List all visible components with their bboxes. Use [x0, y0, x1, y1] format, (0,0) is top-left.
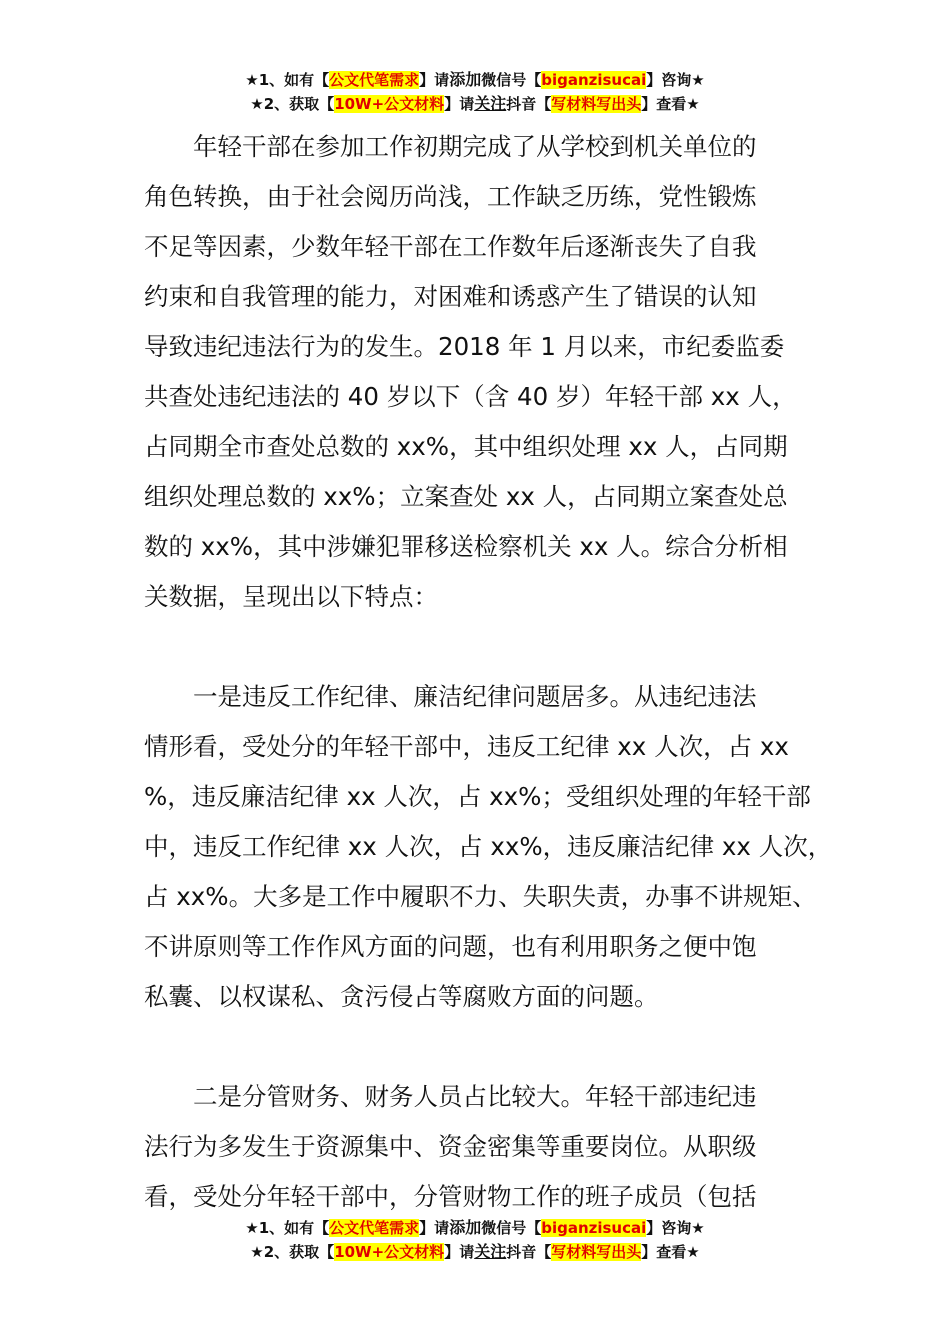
banner-text: 】请 [444, 1243, 475, 1261]
star-icon: ★ [245, 71, 259, 89]
text-line: 占同期全市查处总数的 xx%，其中组织处理 xx 人，占同期 [144, 432, 788, 461]
banner-text: 1、如有【 [258, 1219, 330, 1237]
text-line: 导致违纪违法行为的发生。2018 年 1 月以来，市纪委监委 [144, 332, 785, 361]
text-line: 关数据，呈现出以下特点： [144, 582, 438, 611]
paragraph-3 [144, 1072, 834, 1222]
banner-text: 抖音【 [506, 1243, 552, 1261]
paragraph-spacer [144, 1022, 834, 1072]
banner-text: 1、如有【 [258, 71, 330, 89]
text-line: 一是违反工作纪律、廉洁纪律问题居多。从违纪违法 [193, 682, 757, 711]
banner-text: 微信号【 [481, 71, 542, 89]
banner-text: 】请 [419, 1219, 450, 1237]
text-line: 角色转换，由于社会阅历尚浅，工作缺乏历练，党性锻炼 [144, 182, 757, 211]
paragraph-spacer [144, 622, 834, 672]
douyin-id-highlight: 写材料写出头 [551, 95, 642, 113]
banner-text: 添加 [449, 1218, 482, 1237]
banner-text: 关注 [474, 94, 507, 113]
text-line: 数的 xx%，其中涉嫌犯罪移送检察机关 xx 人。综合分析相 [144, 532, 788, 561]
banner-line-2 [0, 1240, 950, 1264]
star-icon: ★ [245, 1219, 259, 1237]
banner-text: 】查看★ [641, 95, 700, 113]
wechat-id-highlight: biganzisucai [541, 1219, 647, 1237]
paragraph-1 [144, 122, 834, 622]
banner-text: 2、获取【 [263, 95, 335, 113]
banner-text: 】查看★ [641, 1243, 700, 1261]
banner-text: 】请 [444, 95, 475, 113]
text-line: 情形看，受处分的年轻干部中，违反工纪律 xx 人次，占 xx [144, 732, 789, 761]
banner-line-1 [0, 68, 950, 92]
text-line: 占 xx%。大多是工作中履职不力、失职失责，办事不讲规矩、 [144, 882, 817, 911]
banner-line-2 [0, 92, 950, 116]
text-line: 年轻干部在参加工作初期完成了从学校到机关单位的 [193, 132, 757, 161]
star-icon: ★ [250, 95, 264, 113]
banner-text: 2、获取【 [263, 1243, 335, 1261]
text-line: 中，违反工作纪律 xx 人次，占 xx%，违反廉洁纪律 xx 人次， [144, 832, 833, 861]
header-banner [0, 68, 950, 116]
banner-text: 】咨询★ [646, 1219, 705, 1237]
banner-text: 抖音【 [506, 95, 552, 113]
banner-highlight: 公文代笔需求 [329, 1219, 420, 1237]
banner-text: 】请 [419, 71, 450, 89]
text-line: 约束和自我管理的能力，对困难和诱惑产生了错误的认知 [144, 282, 757, 311]
douyin-id-highlight: 写材料写出头 [551, 1243, 642, 1261]
banner-text: 添加 [449, 70, 482, 89]
text-line: %，违反廉洁纪律 xx 人次，占 xx%；受组织处理的年轻干部 [144, 782, 811, 811]
banner-highlight: 公文代笔需求 [329, 71, 420, 89]
star-icon: ★ [250, 1243, 264, 1261]
text-line: 不讲原则等工作作风方面的问题，也有利用职务之便中饱 [144, 932, 757, 961]
text-line: 不足等因素，少数年轻干部在工作数年后逐渐丧失了自我 [144, 232, 757, 261]
banner-text: 关注 [474, 1242, 507, 1261]
banner-highlight: 10W+公文材料 [334, 1243, 445, 1261]
banner-text: 】咨询★ [646, 71, 705, 89]
footer-banner [0, 1216, 950, 1264]
text-line: 组织处理总数的 xx%；立案查处 xx 人，占同期立案查处总 [144, 482, 788, 511]
text-line: 共查处违纪违法的 40 岁以下（含 40 岁）年轻干部 xx 人， [144, 382, 797, 411]
text-line: 看，受处分年轻干部中，分管财物工作的班子成员（包括 [144, 1182, 757, 1211]
wechat-id-highlight: biganzisucai [541, 71, 647, 89]
text-line: 二是分管财务、财务人员占比较大。年轻干部违纪违 [193, 1082, 757, 1111]
banner-line-1 [0, 1216, 950, 1240]
document-body [144, 122, 834, 1222]
text-line: 私囊、以权谋私、贪污侵占等腐败方面的问题。 [144, 982, 659, 1011]
text-line: 法行为多发生于资源集中、资金密集等重要岗位。从职级 [144, 1132, 757, 1161]
banner-text: 微信号【 [481, 1219, 542, 1237]
paragraph-2 [144, 672, 834, 1022]
banner-highlight: 10W+公文材料 [334, 95, 445, 113]
